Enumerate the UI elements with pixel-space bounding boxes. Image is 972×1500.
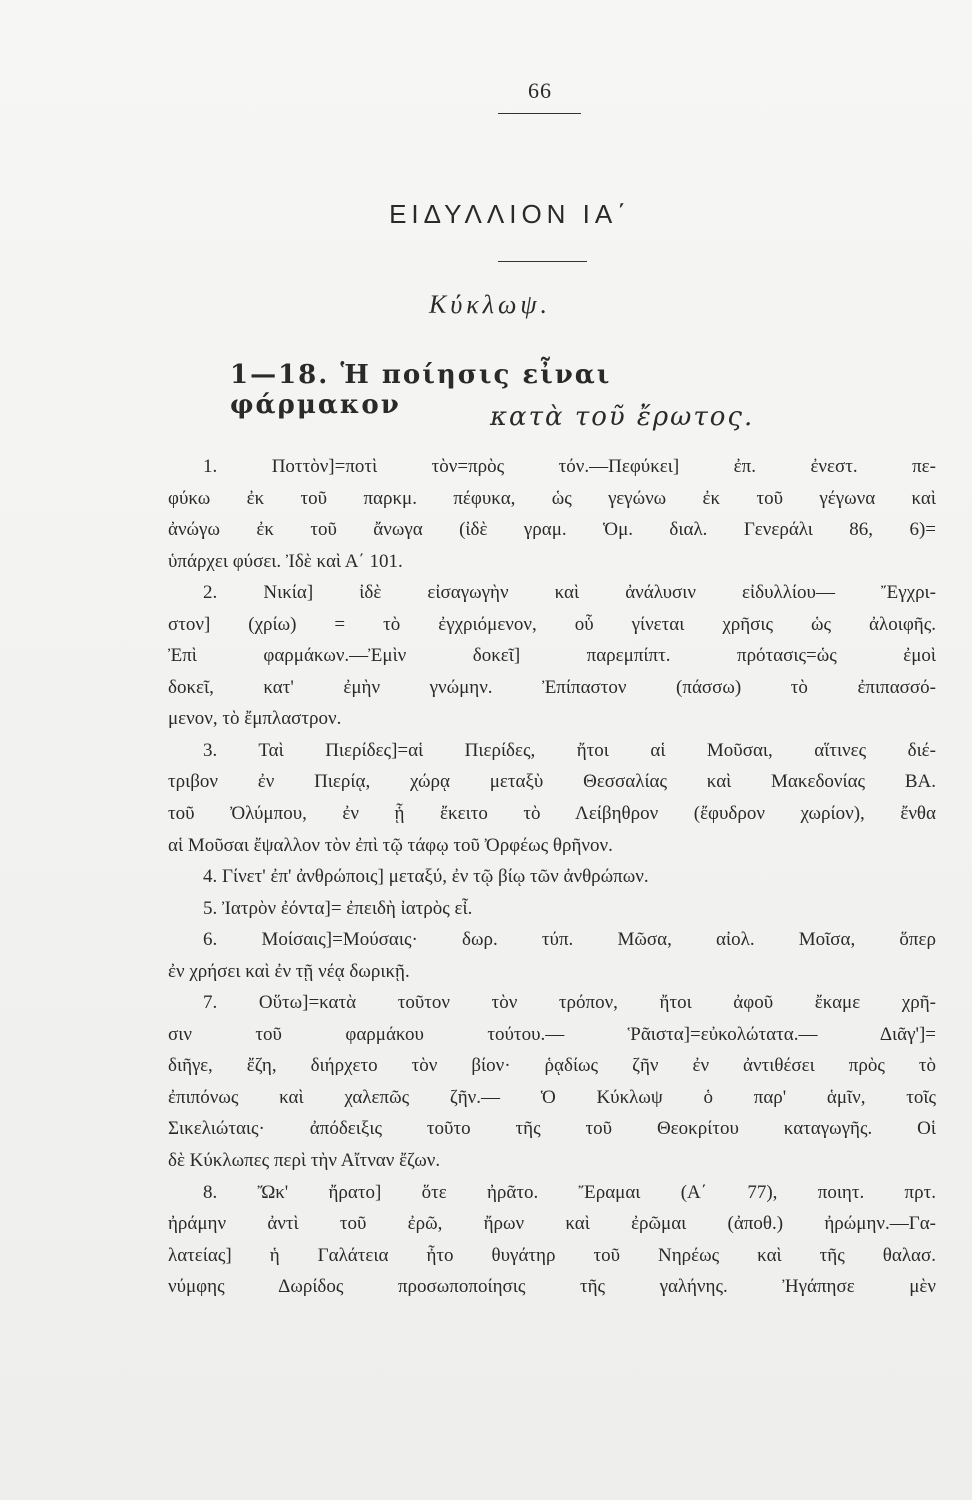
commentary-line: ὑπάρχει φύσει. Ἰδὲ καὶ Α΄ 101. [168, 550, 403, 572]
commentary-block [168, 451, 936, 1303]
commentary-line: 5. Ἰατρὸν ἐόντα]= ἐπειδὴ ἰατρὸς εἶ. [203, 897, 473, 919]
commentary-line: αἱ Μοῦσαι ἔψαλλον τὸν ἐπὶ τῷ τάφῳ τοῦ Ὀρφέως θρῆνον. [168, 834, 613, 856]
section-heading-line-2: κατὰ τοῦ ἔρωτος. [490, 402, 755, 432]
commentary-line: 1. Ποττὸν]=ποτὶ τὸν=πρὸς τόν.—Πεφύκει] ἐπ. ἐνεστ. πε- [203, 456, 936, 477]
commentary-line: ἠράμην ἀντὶ τοῦ ἐρῶ, ἤρων καὶ ἐρῶμαι (ἀποθ.) ἠρώμην.—Γα- [168, 1213, 936, 1235]
section-heading-line-1: 1—18. Ἡ ποίησις εἶναι φάρμακον [230, 360, 612, 420]
commentary-line: 8. Ὤκ' ἤρατο] ὅτε ἠρᾶτο. Ἔραμαι (Α΄ 77), ποιητ. πρτ. [203, 1181, 936, 1203]
commentary-line: 7. Οὕτω]=κατὰ τοῦτον τὸν τρόπον, ἤτοι ἀφοῦ ἔκαμε χρῆ- [203, 992, 936, 1014]
page-number: 66 [528, 78, 552, 103]
commentary-line: μενον, τὸ ἔμπλαστρον. [168, 708, 342, 730]
commentary-line: 3. Ταὶ Πιερίδες]=αἱ Πιερίδες, ἤτοι αἱ Μοῦσαι, αἵτινες διέ- [203, 739, 936, 761]
page-number-rule [498, 113, 581, 114]
commentary-line: τοῦ Ὀλύμπου, ἐν ᾗ ἔκειτο τὸ Λείβηθρον (ἔφυδρον χωρίον), ἔνθα [168, 803, 936, 825]
commentary-line: διῆγε, ἔζη, διήρχετο τὸν βίον· ῥᾳδίως ζῆν ἐν ἀντιθέσει πρὸς τὸ [168, 1055, 936, 1077]
commentary-line: λατείας] ἡ Γαλάτεια ἦτο θυγάτηρ τοῦ Νηρέως καὶ τῆς θαλασ. [168, 1244, 936, 1266]
commentary-line: δὲ Κύκλωπες περὶ τὴν Αἴτναν ἔζων. [168, 1150, 441, 1172]
commentary-line: φύκω ἐκ τοῦ παρκμ. πέφυκα, ὡς γεγώνω ἐκ τοῦ γέγωνα καὶ [168, 487, 936, 509]
poem-title: Κύκλωψ. [428, 290, 552, 319]
commentary-line: 2. Νικία] ἰδὲ εἰσαγωγὴν καὶ ἀνάλυσιν εἰδυλλίου— Ἔγχρι- [203, 582, 936, 604]
commentary-line: Σικελιώταις· ἀπόδειξις τοῦτο τῆς τοῦ Θεοκρίτου καταγωγῆς. Οἱ [168, 1118, 936, 1140]
commentary-line: ἐν χρήσει καὶ ἐν τῇ νέᾳ δωρικῇ. [168, 960, 410, 982]
commentary-line: σιν τοῦ φαρμάκου τούτου.— Ῥᾶιστα]=εὐκολώτατα.— Διᾶγ']= [168, 1023, 936, 1045]
commentary-line: Ἐπὶ φαρμάκων.—Ἐμὶν δοκεῖ] παρεμπίπτ. πρότασις=ὡς ἐμοὶ [168, 645, 936, 667]
commentary-line: τριβον ἐν Πιερίᾳ, χώρᾳ μεταξὺ Θεσσαλίας καὶ Μακεδονίας ΒΑ. [168, 771, 936, 793]
commentary-line: 6. Μοίσαις]=Μούσαις· δωρ. τύπ. Μῶσα, αἰολ. Μοῖσα, ὅπερ [203, 929, 936, 951]
commentary-line: δοκεῖ, κατ' ἐμὴν γνώμην. Ἐπίπαστον (πάσσω) τὸ ἐπιπασσό- [168, 676, 936, 698]
commentary-line: νύμφης Δωρίδος προσωποποίησις τῆς γαλήνης. Ἠγάπησε μὲν [168, 1276, 936, 1298]
commentary-line: ἀνώγω ἐκ τοῦ ἄνωγα (ἰδὲ γραμ. Ὁμ. διαλ. Γενεράλι 86, 6)= [168, 519, 936, 541]
title-rule [498, 261, 587, 262]
idyll-title: ΕΙΔΥΛΛΙΟΝ ΙΑ΄ [389, 199, 631, 229]
commentary-line: 4. Γίνετ' ἐπ' ἀνθρώποις] μεταξύ, ἐν τῷ βίῳ τῶν ἀνθρώπων. [203, 866, 649, 888]
commentary-line: ἐπιπόνως καὶ χαλεπῶς ζῆν.— Ὁ Κύκλωψ ὁ παρ' ἁμῖν, τοῖς [168, 1086, 936, 1108]
commentary-line: στον] (χρίω) = τὸ ἐγχριόμενον, οὗ γίνεται χρῆσις ὡς ἀλοιφῆς. [168, 613, 936, 635]
